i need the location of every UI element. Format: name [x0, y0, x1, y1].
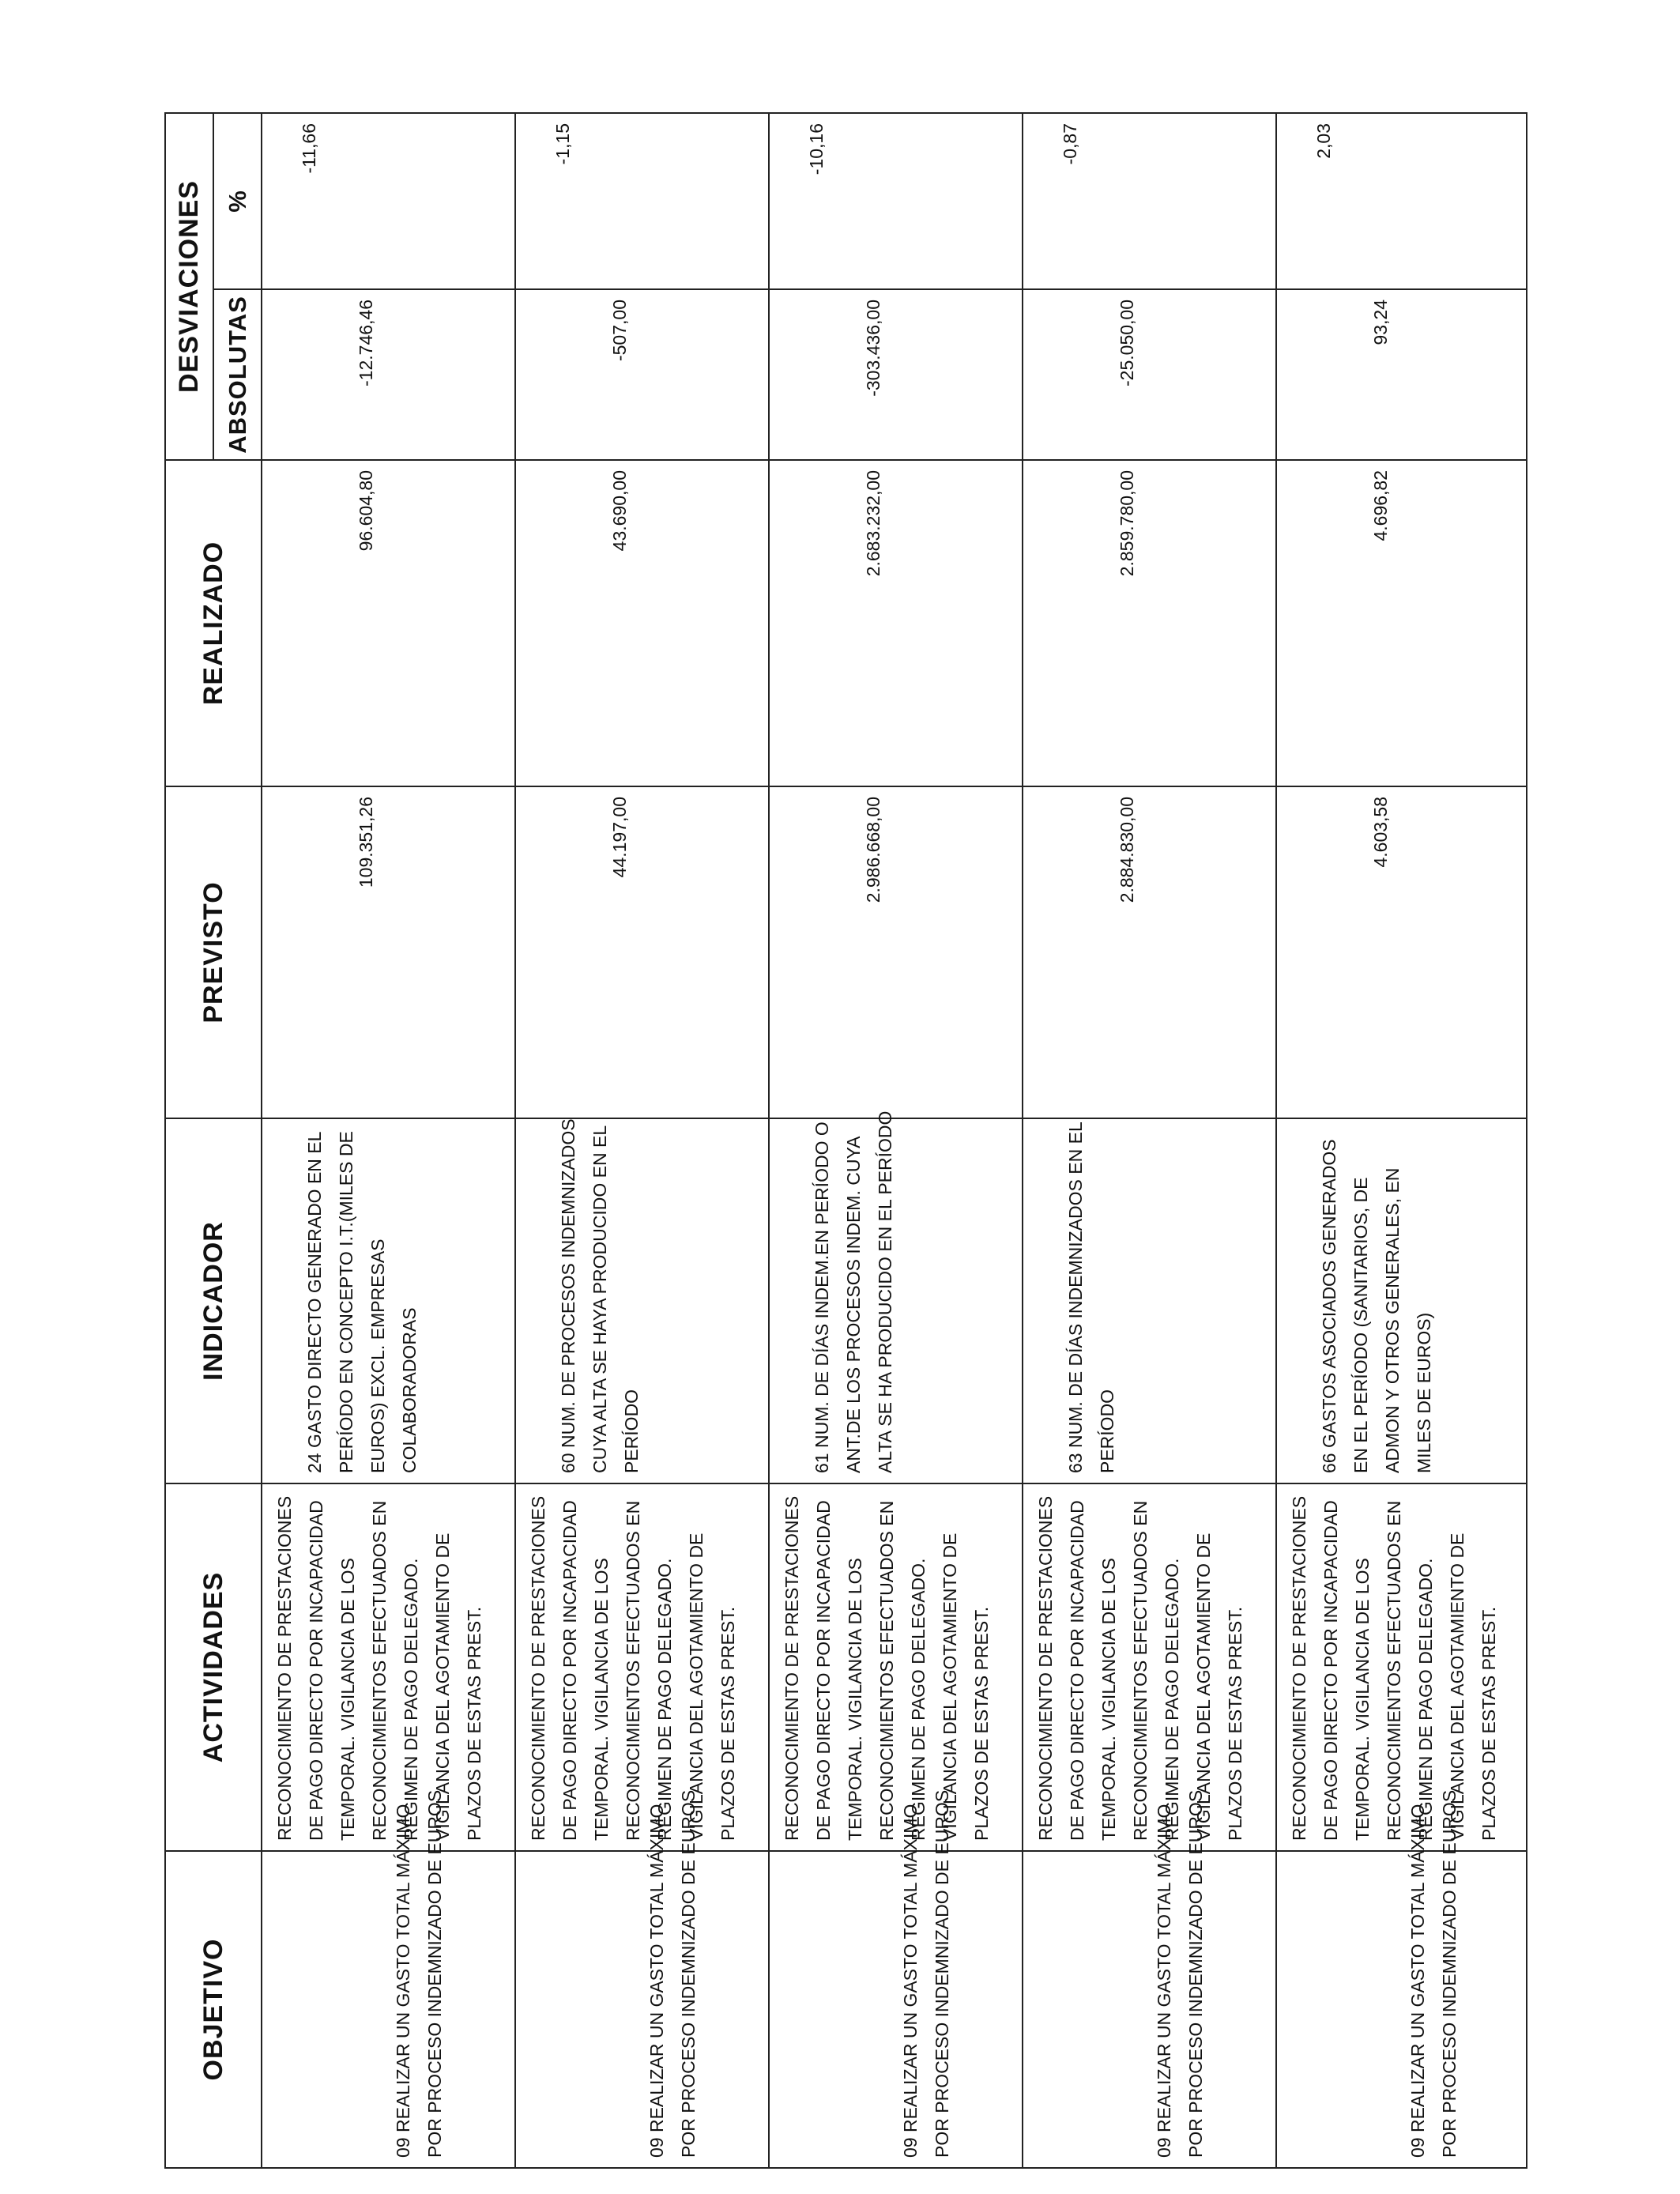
actividades-cell-line: RECONOCIMIENTOS EFECTUADOS EN	[623, 1500, 643, 1841]
indicador-cell-line: CUYA ALTA SE HAYA PRODUCIDO EN EL	[590, 1125, 610, 1473]
actividades-cell-line: DE PAGO DIRECTO POR INCAPACIDAD	[1067, 1500, 1087, 1841]
actividades-cell-line: RÉGIMEN DE PAGO DELEGADO.	[654, 1558, 675, 1841]
objetivo-cell	[769, 1789, 1023, 2168]
header-realizado: REALIZADO	[165, 460, 262, 786]
realizado-cell-value: 2.859.780,00	[1117, 470, 1137, 577]
pct-cell	[262, 113, 515, 289]
actividades-cell-line: VIGILANCIA DEL AGOTAMIENTO DE	[1447, 1532, 1467, 1841]
actividades-cell-line: DE PAGO DIRECTO POR INCAPACIDAD	[1320, 1500, 1341, 1841]
absolutas-cell-value: 93,24	[1370, 300, 1391, 345]
table-body	[262, 113, 1527, 2168]
actividades-cell-line: TEMPORAL. VIGILANCIA DE LOS	[591, 1558, 612, 1841]
indicador-cell-line: ALTA SE HA PRODUCIDO EN EL PERÍODO	[875, 1110, 895, 1473]
header-indicador: INDICADOR	[165, 1118, 262, 1483]
actividades-cell-line: TEMPORAL. VIGILANCIA DE LOS	[337, 1558, 358, 1841]
objetivo-cell-line: POR PROCESO INDEMNIZADO DE EUROS	[1439, 1789, 1460, 2158]
indicador-cell-line: ANT.DE LOS PROCESOS INDEM. CUYA	[843, 1136, 864, 1473]
table-row	[262, 113, 515, 2168]
actividades-cell-line: RECONOCIMIENTO DE PRESTACIONES	[1035, 1495, 1056, 1841]
header-actividades: ACTIVIDADES	[165, 1483, 262, 1851]
actividades-cell-line: DE PAGO DIRECTO POR INCAPACIDAD	[306, 1500, 326, 1841]
objetivo-cell	[262, 1789, 515, 2168]
previsto-cell	[769, 786, 1023, 1118]
previsto-cell	[1276, 786, 1527, 1118]
realizado-cell-value: 4.696,82	[1370, 470, 1391, 541]
actividades-cell-line: RECONOCIMIENTOS EFECTUADOS EN	[1130, 1500, 1151, 1841]
pct-cell-value: -10,16	[806, 123, 827, 175]
actividades-cell	[1023, 1483, 1276, 1851]
indicador-cell-line: 63 NUM. DE DÍAS INDEMNIZADOS EN EL	[1065, 1122, 1086, 1473]
actividades-cell-line: RÉGIMEN DE PAGO DELEGADO.	[908, 1558, 929, 1841]
actividades-cell-line: RECONOCIMIENTO DE PRESTACIONES	[1289, 1495, 1309, 1841]
actividades-cell-line: RECONOCIMIENTO DE PRESTACIONES	[528, 1495, 548, 1841]
header-desviaciones: DESVIACIONES	[165, 113, 213, 460]
objetivo-cell-line: 09 REALIZAR UN GASTO TOTAL MÁXIMO	[1154, 1804, 1174, 2158]
objetivo-cell-line: POR PROCESO INDEMNIZADO DE EUROS	[932, 1789, 952, 2158]
absolutas-cell	[1276, 289, 1527, 460]
actividades-cell-line: PLAZOS DE ESTAS PREST.	[971, 1606, 992, 1841]
actividades-cell-line: DE PAGO DIRECTO POR INCAPACIDAD	[559, 1500, 580, 1841]
actividades-cell-line: TEMPORAL. VIGILANCIA DE LOS	[845, 1558, 865, 1841]
pct-cell-value: 2,03	[1313, 123, 1334, 159]
indicador-cell-line: 24 GASTO DIRECTO GENERADO EN EL	[304, 1131, 325, 1473]
actividades-cell-line: PLAZOS DE ESTAS PREST.	[1478, 1606, 1499, 1841]
indicador-cell-line: EUROS) EXCL. EMPRESAS	[367, 1238, 388, 1473]
table-row	[515, 113, 769, 2168]
table-row	[769, 113, 1023, 2168]
header-previsto: PREVISTO	[165, 786, 262, 1118]
objectives-table	[164, 112, 1527, 2169]
actividades-cell	[769, 1483, 1023, 1851]
actividades-cell-line: RÉGIMEN DE PAGO DELEGADO.	[401, 1558, 421, 1841]
header-absolutas: ABSOLUTAS	[213, 289, 262, 460]
actividades-cell-line: DE PAGO DIRECTO POR INCAPACIDAD	[813, 1500, 834, 1841]
actividades-cell-line: RECONOCIMIENTOS EFECTUADOS EN	[1384, 1500, 1404, 1841]
actividades-cell-line: PLAZOS DE ESTAS PREST.	[1225, 1606, 1245, 1841]
absolutas-cell	[769, 289, 1023, 460]
absolutas-cell-value: -12.746,46	[356, 300, 376, 386]
header-objetivo: OBJETIVO	[165, 1851, 262, 2168]
absolutas-cell	[515, 289, 769, 460]
realizado-cell	[262, 460, 515, 786]
realizado-cell	[769, 460, 1023, 786]
actividades-cell-line: RECONOCIMIENTO DE PRESTACIONES	[782, 1495, 802, 1841]
indicador-cell-line: ADMON Y OTROS GENERALES, EN	[1382, 1167, 1403, 1473]
previsto-cell-value: 2.884.830,00	[1117, 797, 1137, 903]
previsto-cell-value: 44.197,00	[609, 797, 630, 878]
realizado-cell-value: 43.690,00	[609, 470, 630, 552]
pct-cell-value: -0,87	[1060, 123, 1080, 165]
absolutas-cell	[262, 289, 515, 460]
table-header	[165, 113, 262, 2168]
actividades-cell	[262, 1483, 515, 1851]
absolutas-cell	[1023, 289, 1276, 460]
indicador-cell-line: PERÍODO EN CONCEPTO I.T.(MILES DE	[336, 1131, 356, 1473]
indicador-cell	[1276, 1118, 1527, 1483]
realizado-cell	[515, 460, 769, 786]
pct-cell	[1276, 113, 1527, 289]
realizado-cell-value: 2.683.232,00	[863, 470, 883, 577]
objetivo-cell-line: POR PROCESO INDEMNIZADO DE EUROS	[1185, 1789, 1206, 2158]
actividades-cell-line: TEMPORAL. VIGILANCIA DE LOS	[1352, 1558, 1373, 1841]
actividades-cell-line: PLAZOS DE ESTAS PREST.	[464, 1606, 484, 1841]
objetivo-cell	[1023, 1789, 1276, 2168]
previsto-cell-value: 109.351,26	[356, 797, 376, 888]
actividades-cell-line: VIGILANCIA DEL AGOTAMIENTO DE	[1193, 1532, 1214, 1841]
absolutas-cell-value: -25.050,00	[1117, 300, 1137, 386]
indicador-cell-line: EN EL PERÍODO (SANITARIOS, DE	[1350, 1177, 1371, 1473]
actividades-cell-line: RECONOCIMIENTOS EFECTUADOS EN	[876, 1500, 897, 1841]
objetivo-cell-line: 09 REALIZAR UN GASTO TOTAL MÁXIMO	[900, 1804, 921, 2158]
actividades-cell-line: VIGILANCIA DEL AGOTAMIENTO DE	[686, 1532, 706, 1841]
realizado-cell-value: 96.604,80	[356, 470, 376, 552]
header-pct: %	[213, 113, 262, 289]
absolutas-cell-value: -303.436,00	[863, 300, 883, 397]
objetivo-cell-line: 09 REALIZAR UN GASTO TOTAL MÁXIMO	[1407, 1804, 1428, 2158]
realizado-cell	[1023, 460, 1276, 786]
objetivo-cell	[1276, 1789, 1527, 2168]
objetivo-cell-line: POR PROCESO INDEMNIZADO DE EUROS	[678, 1789, 699, 2158]
indicador-cell-line: COLABORADORAS	[399, 1307, 420, 1473]
objetivo-cell-line: POR PROCESO INDEMNIZADO DE EUROS	[424, 1789, 445, 2158]
objetivo-cell-line: 09 REALIZAR UN GASTO TOTAL MÁXIMO	[646, 1804, 667, 2158]
indicador-cell-line: PERÍODO	[621, 1389, 642, 1473]
actividades-cell-line: VIGILANCIA DEL AGOTAMIENTO DE	[940, 1532, 960, 1841]
objetivo-cell	[515, 1789, 769, 2168]
pct-cell	[515, 113, 769, 289]
actividades-cell-line: VIGILANCIA DEL AGOTAMIENTO DE	[432, 1532, 453, 1841]
previsto-cell-value: 4.603,58	[1370, 797, 1391, 868]
actividades-cell-line: RÉGIMEN DE PAGO DELEGADO.	[1415, 1558, 1436, 1841]
indicador-cell	[769, 1110, 1023, 1483]
actividades-cell	[1276, 1483, 1527, 1851]
actividades-cell-line: RÉGIMEN DE PAGO DELEGADO.	[1162, 1558, 1182, 1841]
indicador-cell	[515, 1118, 769, 1483]
pct-cell-value: -11,66	[299, 123, 319, 174]
table-row	[1023, 113, 1276, 2168]
objetivo-cell-line: 09 REALIZAR UN GASTO TOTAL MÁXIMO	[393, 1804, 413, 2158]
indicador-cell-line: PERÍODO	[1097, 1389, 1117, 1473]
previsto-cell	[1023, 786, 1276, 1118]
pct-cell	[769, 113, 1023, 289]
previsto-cell	[515, 786, 769, 1118]
actividades-cell-line: PLAZOS DE ESTAS PREST.	[718, 1606, 738, 1841]
pct-cell	[1023, 113, 1276, 289]
indicador-cell-line: 66 GASTOS ASOCIADOS GENERADOS	[1319, 1139, 1339, 1473]
realizado-cell	[1276, 460, 1527, 786]
actividades-cell-line: TEMPORAL. VIGILANCIA DE LOS	[1098, 1558, 1119, 1841]
actividades-cell-line: RECONOCIMIENTO DE PRESTACIONES	[274, 1495, 295, 1841]
indicador-cell-line: 60 NUM. DE PROCESOS INDEMNIZADOS	[558, 1118, 578, 1473]
table-row	[1276, 113, 1527, 2168]
indicador-cell-line: 61 NUM. DE DÍAS INDEM.EN PERÍODO O	[812, 1122, 832, 1473]
rotated-page	[164, 114, 1508, 2169]
previsto-cell	[262, 786, 515, 1118]
previsto-cell-value: 2.986.668,00	[863, 797, 883, 903]
pct-cell-value: -1,15	[552, 123, 573, 165]
indicador-cell-line: MILES DE EUROS)	[1414, 1312, 1434, 1473]
indicador-cell	[262, 1118, 515, 1483]
actividades-cell	[515, 1483, 769, 1851]
indicador-cell	[1023, 1118, 1276, 1483]
absolutas-cell-value: -507,00	[609, 300, 630, 362]
actividades-cell-line: RECONOCIMIENTOS EFECTUADOS EN	[369, 1500, 390, 1841]
